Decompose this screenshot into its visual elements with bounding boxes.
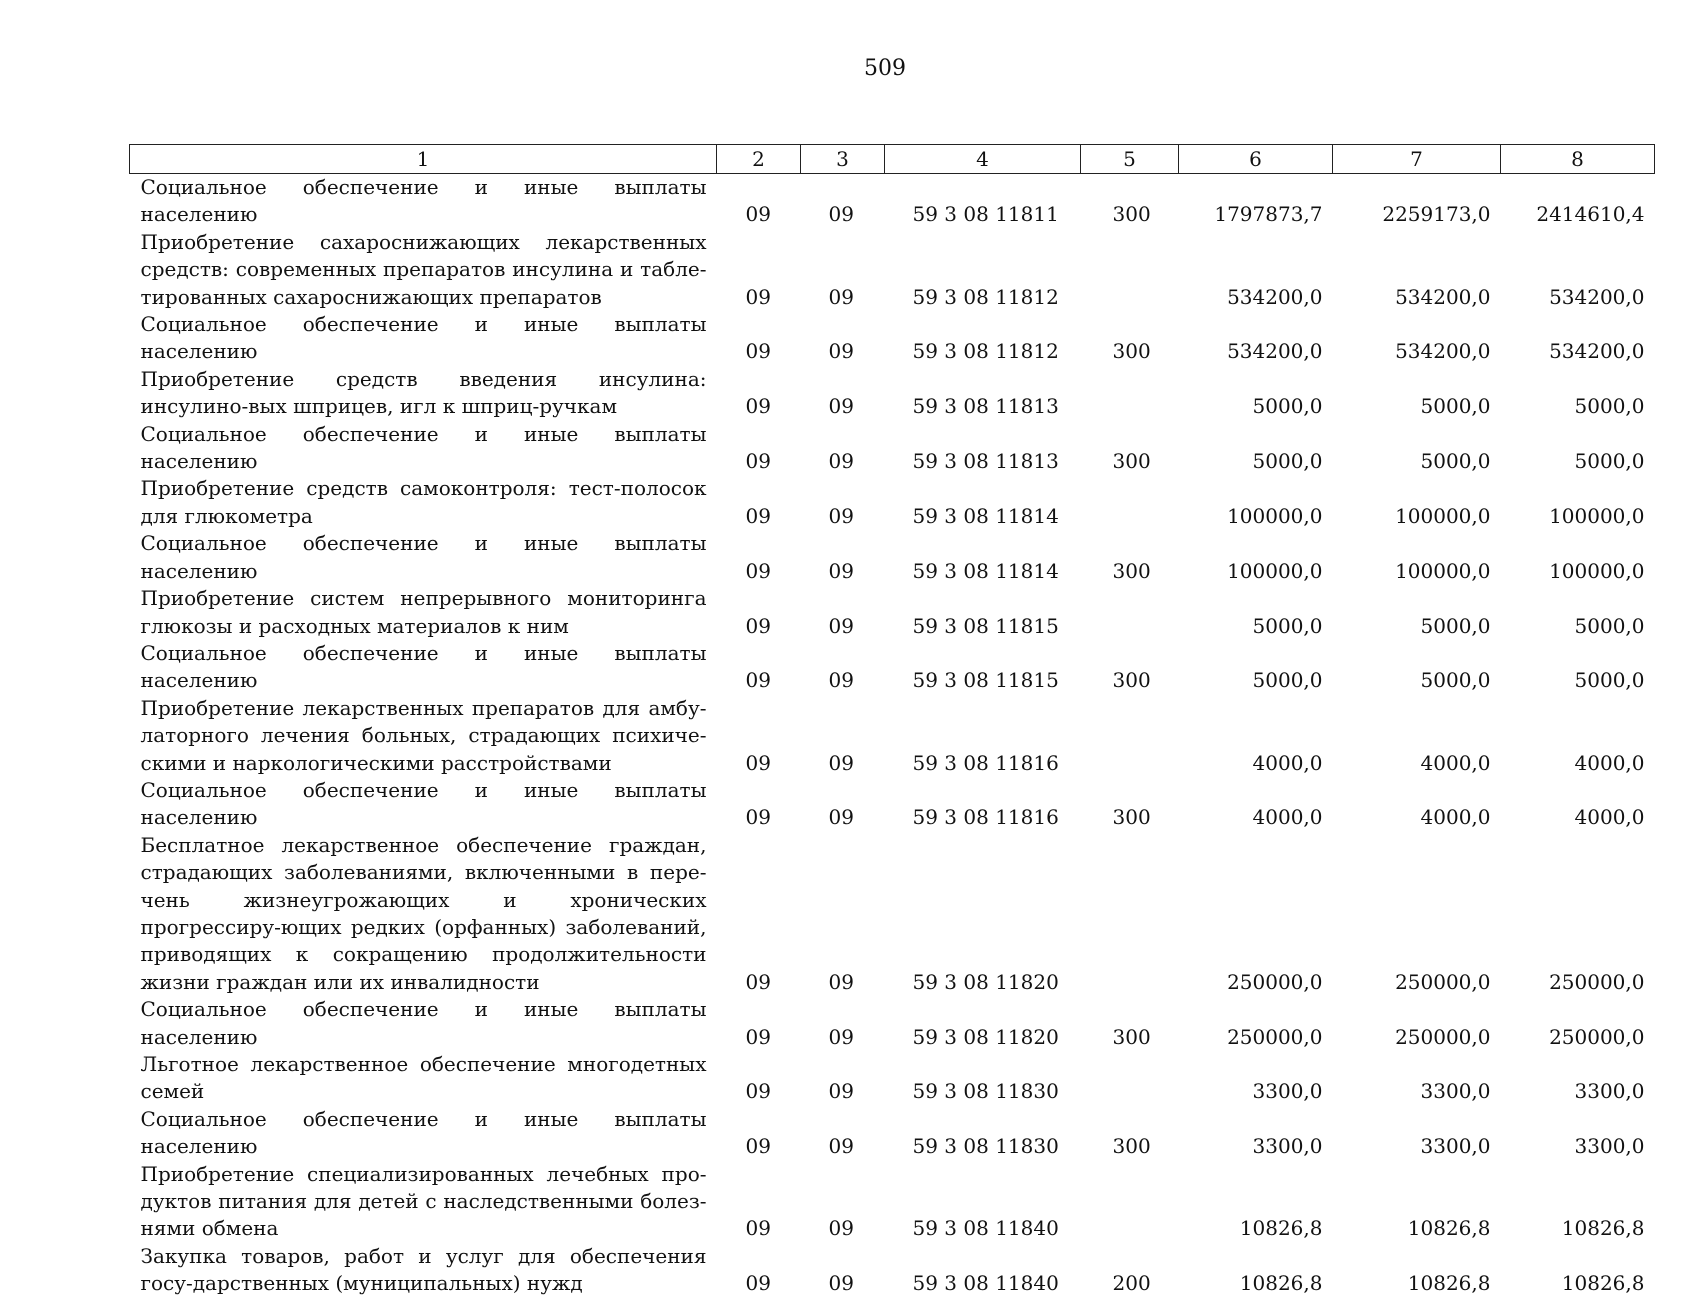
target-code-cell: 59 3 08 11820 xyxy=(912,1024,1059,1049)
table-row xyxy=(130,311,1655,366)
amount-year3-cell: 10826,8 xyxy=(1561,1216,1645,1241)
amount-year1-cell: 5000,0 xyxy=(1252,668,1323,693)
section-code-cell: 09 xyxy=(745,202,771,227)
table-body xyxy=(130,174,1655,1298)
section-code-cell: 09 xyxy=(745,449,771,474)
amount-year3-cell: 10826,8 xyxy=(1561,1271,1645,1296)
row-name-cell: Социальное обеспечение и иные выплаты населению xyxy=(140,997,707,1049)
section-code-cell: 09 xyxy=(745,1134,771,1159)
table-row xyxy=(130,585,1655,640)
subsection-code-cell: 09 xyxy=(828,969,854,994)
subsection-code-cell: 09 xyxy=(828,1271,854,1296)
amount-year2-cell: 100000,0 xyxy=(1395,558,1491,583)
table-row xyxy=(130,1161,1655,1243)
table-row xyxy=(130,1243,1655,1298)
page-number: 509 xyxy=(864,56,906,81)
section-code-cell: 09 xyxy=(745,558,771,583)
section-code-cell: 09 xyxy=(745,1271,771,1296)
row-name-cell: Социальное обеспечение и иные выплаты населению xyxy=(140,640,707,693)
table-row xyxy=(130,777,1655,832)
section-code-cell: 09 xyxy=(745,750,771,775)
column-header-3: 3 xyxy=(801,145,885,174)
section-code-cell: 09 xyxy=(745,969,771,994)
section-code-cell: 09 xyxy=(745,394,771,419)
amount-year3-cell: 534200,0 xyxy=(1549,339,1645,364)
amount-year2-cell: 5000,0 xyxy=(1420,668,1491,693)
subsection-code-cell: 09 xyxy=(828,1134,854,1159)
expense-type-cell xyxy=(1081,366,1179,421)
amount-year1-cell: 4000,0 xyxy=(1252,805,1323,830)
section-code-cell: 09 xyxy=(745,503,771,528)
amount-year2-cell: 250000,0 xyxy=(1395,969,1491,994)
expense-type-cell xyxy=(1081,1161,1179,1243)
target-code-cell: 59 3 08 11830 xyxy=(912,1079,1059,1104)
amount-year3-cell: 2414610,4 xyxy=(1536,202,1645,227)
target-code-cell: 59 3 08 11812 xyxy=(912,339,1059,364)
subsection-code-cell: 09 xyxy=(828,805,854,830)
row-name-cell: Бесплатное лекарственное обеспечение граждан, страдающих заболеваниями, включенными в пере-чень жизнеугрожающих и хронических прогрессиру-ющих редких (орфанных) заболеваний, приводящих к сокращению продолжительности жизни граждан или их инвалидности xyxy=(140,832,707,994)
amount-year1-cell: 3300,0 xyxy=(1252,1134,1323,1159)
amount-year3-cell: 3300,0 xyxy=(1574,1134,1645,1159)
amount-year1-cell: 10826,8 xyxy=(1239,1216,1323,1241)
target-code-cell: 59 3 08 11812 xyxy=(912,284,1059,309)
amount-year1-cell: 4000,0 xyxy=(1252,750,1323,775)
expense-type-cell: 300 xyxy=(1112,668,1151,693)
amount-year1-cell: 100000,0 xyxy=(1227,503,1323,528)
target-code-cell: 59 3 08 11820 xyxy=(912,969,1059,994)
amount-year3-cell: 4000,0 xyxy=(1574,750,1645,775)
budget-table xyxy=(129,144,1655,1298)
amount-year1-cell: 250000,0 xyxy=(1227,1024,1323,1049)
amount-year2-cell: 10826,8 xyxy=(1407,1216,1491,1241)
target-code-cell: 59 3 08 11814 xyxy=(912,558,1059,583)
section-code-cell: 09 xyxy=(745,284,771,309)
expense-type-cell: 300 xyxy=(1112,1024,1151,1049)
table-row xyxy=(130,996,1655,1051)
column-header-5: 5 xyxy=(1081,145,1179,174)
target-code-cell: 59 3 08 11840 xyxy=(912,1271,1059,1296)
amount-year2-cell: 3300,0 xyxy=(1420,1079,1491,1104)
target-code-cell: 59 3 08 11816 xyxy=(912,750,1059,775)
table-row xyxy=(130,229,1655,311)
expense-type-cell xyxy=(1081,229,1179,311)
section-code-cell: 09 xyxy=(745,668,771,693)
amount-year1-cell: 534200,0 xyxy=(1227,284,1323,309)
target-code-cell: 59 3 08 11815 xyxy=(912,613,1059,638)
expense-type-cell: 300 xyxy=(1112,202,1151,227)
amount-year1-cell: 100000,0 xyxy=(1227,558,1323,583)
column-header-2: 2 xyxy=(717,145,801,174)
amount-year2-cell: 5000,0 xyxy=(1420,613,1491,638)
table-row xyxy=(130,421,1655,476)
amount-year2-cell: 4000,0 xyxy=(1420,750,1491,775)
section-code-cell: 09 xyxy=(745,613,771,638)
amount-year2-cell: 250000,0 xyxy=(1395,1024,1491,1049)
amount-year1-cell: 3300,0 xyxy=(1252,1079,1323,1104)
column-header-1: 1 xyxy=(130,145,717,174)
table-row xyxy=(130,366,1655,421)
expense-type-cell xyxy=(1081,1051,1179,1106)
table-row xyxy=(130,475,1655,530)
expense-type-cell: 300 xyxy=(1112,1134,1151,1159)
column-header-4: 4 xyxy=(885,145,1081,174)
table-row xyxy=(130,832,1655,996)
subsection-code-cell: 09 xyxy=(828,613,854,638)
row-name-cell: Приобретение средств самоконтроля: тест-полосок для глюкометра xyxy=(140,476,707,528)
target-code-cell: 59 3 08 11814 xyxy=(912,503,1059,528)
expense-type-cell xyxy=(1081,695,1179,777)
subsection-code-cell: 09 xyxy=(828,284,854,309)
subsection-code-cell: 09 xyxy=(828,394,854,419)
table-row xyxy=(130,530,1655,585)
amount-year2-cell: 2259173,0 xyxy=(1382,202,1491,227)
amount-year3-cell: 5000,0 xyxy=(1574,449,1645,474)
amount-year3-cell: 100000,0 xyxy=(1549,503,1645,528)
row-name-cell: Социальное обеспечение и иные выплаты населению xyxy=(140,777,707,830)
section-code-cell: 09 xyxy=(745,1024,771,1049)
amount-year2-cell: 10826,8 xyxy=(1407,1271,1491,1296)
amount-year1-cell: 5000,0 xyxy=(1252,449,1323,474)
amount-year3-cell: 250000,0 xyxy=(1549,1024,1645,1049)
subsection-code-cell: 09 xyxy=(828,503,854,528)
column-header-8: 8 xyxy=(1501,145,1655,174)
amount-year1-cell: 534200,0 xyxy=(1227,339,1323,364)
table-row xyxy=(130,695,1655,777)
row-name-cell: Социальное обеспечение и иные выплаты населению xyxy=(140,421,707,474)
subsection-code-cell: 09 xyxy=(828,1079,854,1104)
amount-year3-cell: 3300,0 xyxy=(1574,1079,1645,1104)
target-code-cell: 59 3 08 11815 xyxy=(912,668,1059,693)
amount-year2-cell: 534200,0 xyxy=(1395,284,1491,309)
row-name-cell: Социальное обеспечение и иные выплаты населению xyxy=(140,312,707,364)
row-name-cell: Социальное обеспечение и иные выплаты населению xyxy=(140,531,707,583)
amount-year2-cell: 5000,0 xyxy=(1420,394,1491,419)
amount-year1-cell: 5000,0 xyxy=(1252,394,1323,419)
subsection-code-cell: 09 xyxy=(828,1024,854,1049)
amount-year1-cell: 1797873,7 xyxy=(1214,202,1323,227)
subsection-code-cell: 09 xyxy=(828,202,854,227)
expense-type-cell: 300 xyxy=(1112,449,1151,474)
target-code-cell: 59 3 08 11816 xyxy=(912,805,1059,830)
subsection-code-cell: 09 xyxy=(828,558,854,583)
amount-year2-cell: 534200,0 xyxy=(1395,339,1491,364)
amount-year1-cell: 10826,8 xyxy=(1239,1271,1323,1296)
amount-year2-cell: 100000,0 xyxy=(1395,503,1491,528)
expense-type-cell: 200 xyxy=(1112,1271,1151,1296)
expense-type-cell xyxy=(1081,832,1179,996)
amount-year3-cell: 534200,0 xyxy=(1549,284,1645,309)
target-code-cell: 59 3 08 11811 xyxy=(912,202,1059,227)
table-row xyxy=(130,174,1655,229)
section-code-cell: 09 xyxy=(745,805,771,830)
amount-year3-cell: 4000,0 xyxy=(1574,805,1645,830)
amount-year1-cell: 5000,0 xyxy=(1252,613,1323,638)
row-name-cell: Приобретение сахароснижающих лекарственных средств: современных препаратов инсулина и табле-тированных сахароснижающих препаратов xyxy=(140,229,707,309)
amount-year3-cell: 250000,0 xyxy=(1549,969,1645,994)
amount-year2-cell: 5000,0 xyxy=(1420,449,1491,474)
row-name-cell: Приобретение лекарственных препаратов для амбу-латорного лечения больных, страдающих психиче-скими и наркологическими расстройствами xyxy=(140,695,707,775)
row-name-cell: Приобретение специализированных лечебных про-дуктов питания для детей с наследственными болез-нями обмена xyxy=(140,1161,707,1241)
table-row xyxy=(130,640,1655,695)
target-code-cell: 59 3 08 11830 xyxy=(912,1134,1059,1159)
amount-year3-cell: 100000,0 xyxy=(1549,558,1645,583)
amount-year3-cell: 5000,0 xyxy=(1574,668,1645,693)
expense-type-cell xyxy=(1081,585,1179,640)
subsection-code-cell: 09 xyxy=(828,750,854,775)
row-name-cell: Приобретение средств введения инсулина: инсулино-вых шприцев, игл к шприц-ручкам xyxy=(140,366,707,419)
section-code-cell: 09 xyxy=(745,1079,771,1104)
amount-year3-cell: 5000,0 xyxy=(1574,613,1645,638)
section-code-cell: 09 xyxy=(745,1216,771,1241)
table-row xyxy=(130,1051,1655,1106)
amount-year2-cell: 3300,0 xyxy=(1420,1134,1491,1159)
target-code-cell: 59 3 08 11813 xyxy=(912,394,1059,419)
amount-year3-cell: 5000,0 xyxy=(1574,394,1645,419)
column-header-6: 6 xyxy=(1179,145,1333,174)
expense-type-cell: 300 xyxy=(1112,805,1151,830)
target-code-cell: 59 3 08 11840 xyxy=(912,1216,1059,1241)
row-name-cell: Социальное обеспечение и иные выплаты населению xyxy=(140,175,707,227)
section-code-cell: 09 xyxy=(745,339,771,364)
row-name-cell: Закупка товаров, работ и услуг для обеспечения госу-дарственных (муниципальных) нужд xyxy=(140,1243,707,1296)
expense-type-cell: 300 xyxy=(1112,558,1151,583)
subsection-code-cell: 09 xyxy=(828,449,854,474)
amount-year2-cell: 4000,0 xyxy=(1420,805,1491,830)
target-code-cell: 59 3 08 11813 xyxy=(912,449,1059,474)
header-row xyxy=(130,145,1655,174)
subsection-code-cell: 09 xyxy=(828,1216,854,1241)
expense-type-cell xyxy=(1081,475,1179,530)
subsection-code-cell: 09 xyxy=(828,339,854,364)
row-name-cell: Льготное лекарственное обеспечение многодетных семей xyxy=(140,1052,707,1104)
row-name-cell: Приобретение систем непрерывного мониторинга глюкозы и расходных материалов к ним xyxy=(140,586,707,638)
amount-year1-cell: 250000,0 xyxy=(1227,969,1323,994)
table-row xyxy=(130,1106,1655,1161)
row-name-cell: Социальное обеспечение и иные выплаты населению xyxy=(140,1106,707,1159)
expense-type-cell: 300 xyxy=(1112,339,1151,364)
subsection-code-cell: 09 xyxy=(828,668,854,693)
column-header-7: 7 xyxy=(1333,145,1501,174)
